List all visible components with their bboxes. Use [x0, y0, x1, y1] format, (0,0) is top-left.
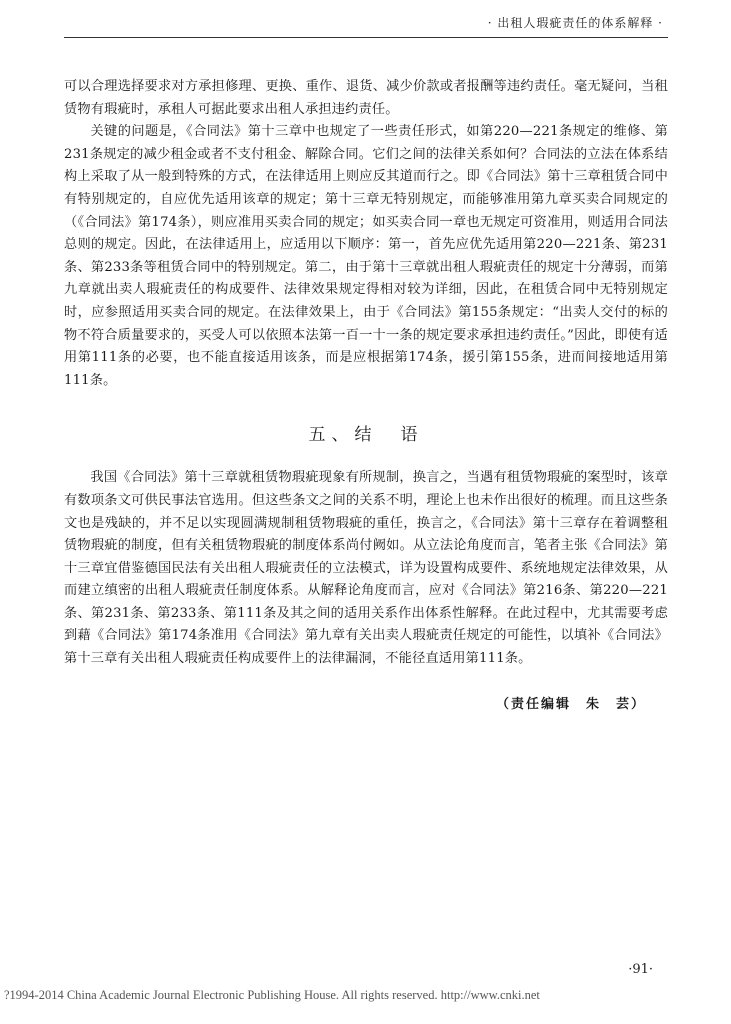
responsible-editor: （责任编辑 朱 芸） [495, 696, 646, 712]
running-header: · 出租人瑕疵责任的体系解释 · [487, 16, 663, 30]
copyright-footer: ?1994-2014 China Academic Journal Electronic Publishing House. All rights reserved. http://www.cnki.net [4, 988, 540, 1002]
page-number: ·91· [628, 962, 653, 977]
paragraph-continued: 可以合理选择要求对方承担修理、更换、重作、退货、减少价款或者报酬等违约责任。毫无疑问，当租赁物有瑕疵时，承租人可据此要求出租人承担违约责任。 [64, 79, 668, 117]
header-rule [64, 37, 668, 38]
paragraph-key-issue: 关键的问题是，《合同法》第十三章中也规定了一些责任形式，如第220—221条规定的维修、第231条规定的减少租金或者不支付租金、解除合同。它们之间的法律关系如何？合同法的立法在体系结构上采取了从一般到特殊的方式，在法律适用上则应反其道而行之。即《合同法》第十三章租赁合同中有特别规定的，自应优先适用该章的规定；第十三章无特别规定，而能够准用第九章买卖合同规定的（《合同法》第174条），则应准用买卖合同的规定；如买卖合同一章也无规定可资准用，则适用合同法总则的规定。因此，在法律适用上，应适用以下顺序：第一，首先应优先适用第220—221条、第231条、第233条等租赁合同中的特别规定。第二，由于第十三章就出租人瑕疵责任的规定十分薄弱，而第九章就出卖人瑕疵责任的构成要件、法律效果规定得相对较为详细，因此，在租赁合同中无特别规定时，应参照适用买卖合同的规定。在法律效果上，由于《合同法》第155条规定：“出卖人交付的标的物不符合质量要求的，买受人可以依照本法第一百一十一条的规定要求承担违约责任。”因此，即使有适用第111条的必要，也不能直接适用该条，而是应根据第174条，援引第155条，进而间接地适用第111条。 [64, 124, 668, 388]
paragraph-conclusion: 我国《合同法》第十三章就租赁物瑕疵现象有所规制，换言之，当遇有租赁物瑕疵的案型时，该章有数项条文可供民事法官选用。但这些条文之间的关系不明，理论上也未作出很好的梳理。而且这些条文也是残缺的，并不足以实现圆满规制租赁物瑕疵的重任，换言之，《合同法》第十三章存在着调整租赁物瑕疵的制度，但有关租赁物瑕疵的制度体系尚付阙如。从立法论角度而言，笔者主张《合同法》第十三章宜借鉴德国民法有关出租人瑕疵责任的立法模式，详为设置构成要件、系统地规定法律效果，从而建立缜密的出租人瑕疵责任制度体系。从解释论角度而言，应对《合同法》第216条、第220—221条、第231条、第233条、第111条及其之间的适用关系作出体系性解释。在此过程中，尤其需要考虑到藉《合同法》第174条准用《合同法》第九章有关出卖人瑕疵责任规定的可能性，以填补《合同法》第十三章有关出租人瑕疵责任构成要件上的法律漏洞，不能径直适用第111条。 [64, 470, 668, 667]
article-body [64, 76, 668, 712]
section-title: 五、结 语 [308, 425, 424, 446]
